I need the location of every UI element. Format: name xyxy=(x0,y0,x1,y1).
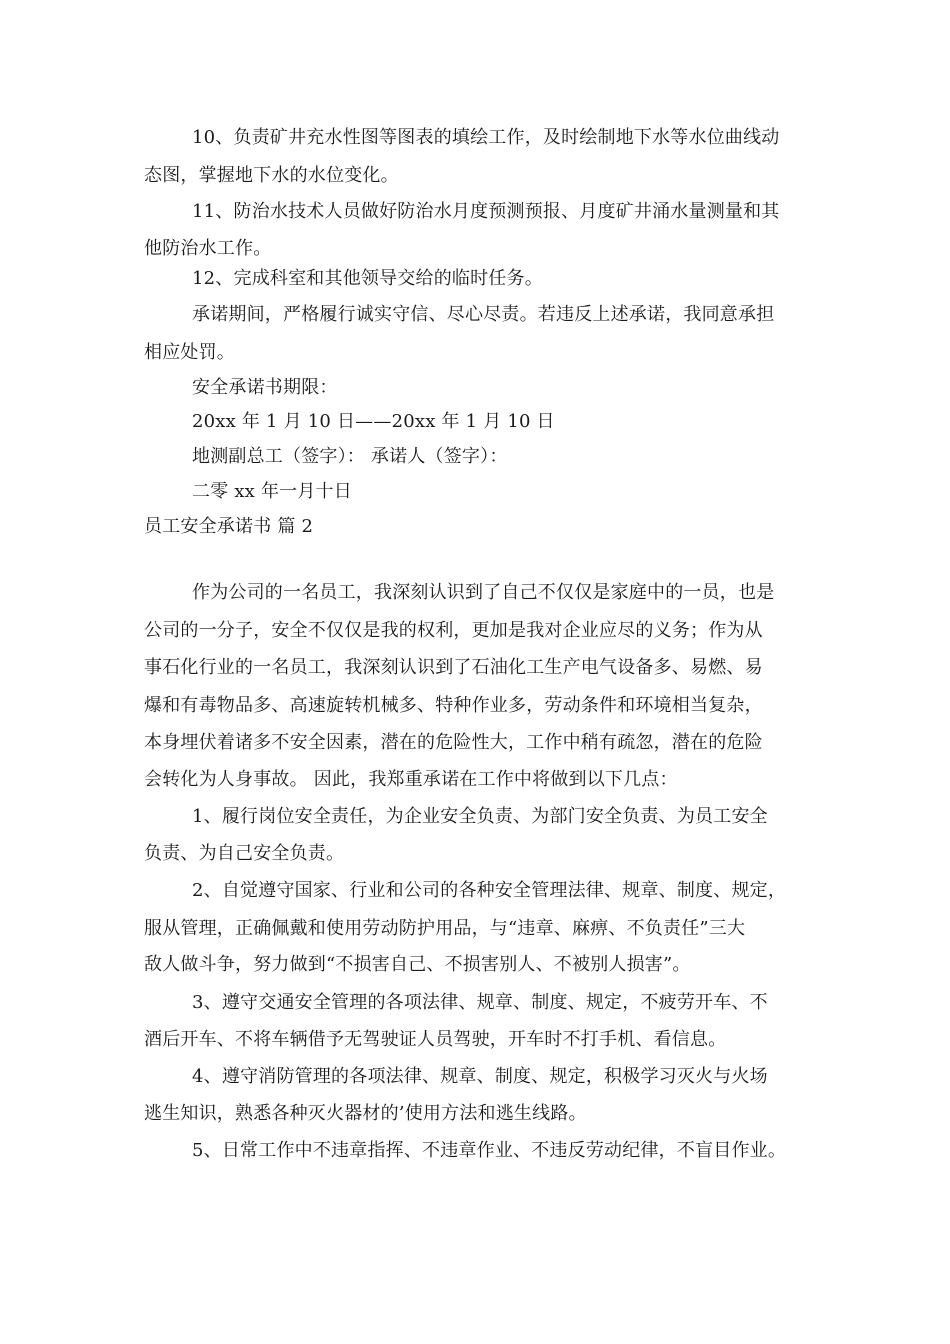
text-line: 服从管理，正确佩戴和使用劳动防护用品，与“违章、麻痹、不负责任”三大 xyxy=(144,918,746,939)
text-line: 10、负责矿井充水性图等图表的填绘工作，及时绘制地下水等水位曲线动 xyxy=(192,127,780,148)
text-line: 11、防治水技术人员做好防治水月度预测预报、月度矿井涌水量测量和其 xyxy=(192,201,780,222)
text-line: 敌人做斗争，努力做到“不损害自己、不损害别人、不被别人损害”。 xyxy=(144,954,691,975)
text-line: 公司的一分子，安全不仅仅是我的权利，更加是我对企业应尽的义务；作为从 xyxy=(144,620,763,641)
text-line: 二零 xx 年一月十日 xyxy=(192,481,352,502)
text-line: 逃生知识，熟悉各种灭火器材的’使用方法和逃生线路。 xyxy=(144,1103,587,1124)
text-line: 安全承诺书期限： xyxy=(192,377,338,398)
text-line: 相应处罚。 xyxy=(144,342,235,363)
text-line: 酒后开车、不将车辆借予无驾驶证人员驾驶，开车时不打手机、看信息。 xyxy=(144,1029,727,1050)
text-line: 本身埋伏着诸多不安全因素，潜在的危险性大，工作中稍有疏忽，潜在的危险 xyxy=(144,732,763,753)
text-line: 1、履行岗位安全责任，为企业安全负责、为部门安全负责、为员工安全 xyxy=(192,806,768,827)
text-line: 5、日常工作中不违章指挥、不违章作业、不违反劳动纪律，不盲目作业。 xyxy=(192,1140,787,1161)
text-line: 态图，掌握地下水的水位变化。 xyxy=(144,165,399,186)
text-line: 他防治水工作。 xyxy=(144,238,272,259)
text-line: 会转化为人身事故。 因此，我郑重承诺在工作中将做到以下几点： xyxy=(144,769,678,790)
text-line: 20xx 年 1 月 10 日——20xx 年 1 月 10 日 xyxy=(192,411,555,432)
text-line: 承诺期间，严格履行诚实守信、尽心尽责。若违反上述承诺，我同意承担 xyxy=(192,304,775,325)
section-heading: 员工安全承诺书 篇 2 xyxy=(144,516,314,537)
text-line: 3、遵守交通安全管理的各项法律、规章、制度、规定，不疲劳开车、不 xyxy=(192,992,768,1013)
text-line: 负责、为自己安全负责。 xyxy=(144,843,345,864)
text-line: 作为公司的一名员工，我深刻认识到了自己不仅仅是家庭中的一员，也是 xyxy=(192,582,775,603)
text-line: 2、自觉遵守国家、行业和公司的各种安全管理法律、规章、制度、规定， xyxy=(192,880,787,901)
text-line: 地测副总工（签字）： 承诺人（签字）： xyxy=(192,446,508,467)
text-line: 事石化行业的一名员工，我深刻认识到了石油化工生产电气设备多、易燃、易 xyxy=(144,657,763,678)
text-line: 12、完成科室和其他领导交给的临时任务。 xyxy=(192,268,543,289)
text-line: 4、遵守消防管理的各项法律、规章、制度、规定，积极学习灭火与火场 xyxy=(192,1066,768,1087)
text-line: 爆和有毒物品多、高速旋转机械多、特种作业多，劳动条件和环境相当复杂， xyxy=(144,695,763,716)
